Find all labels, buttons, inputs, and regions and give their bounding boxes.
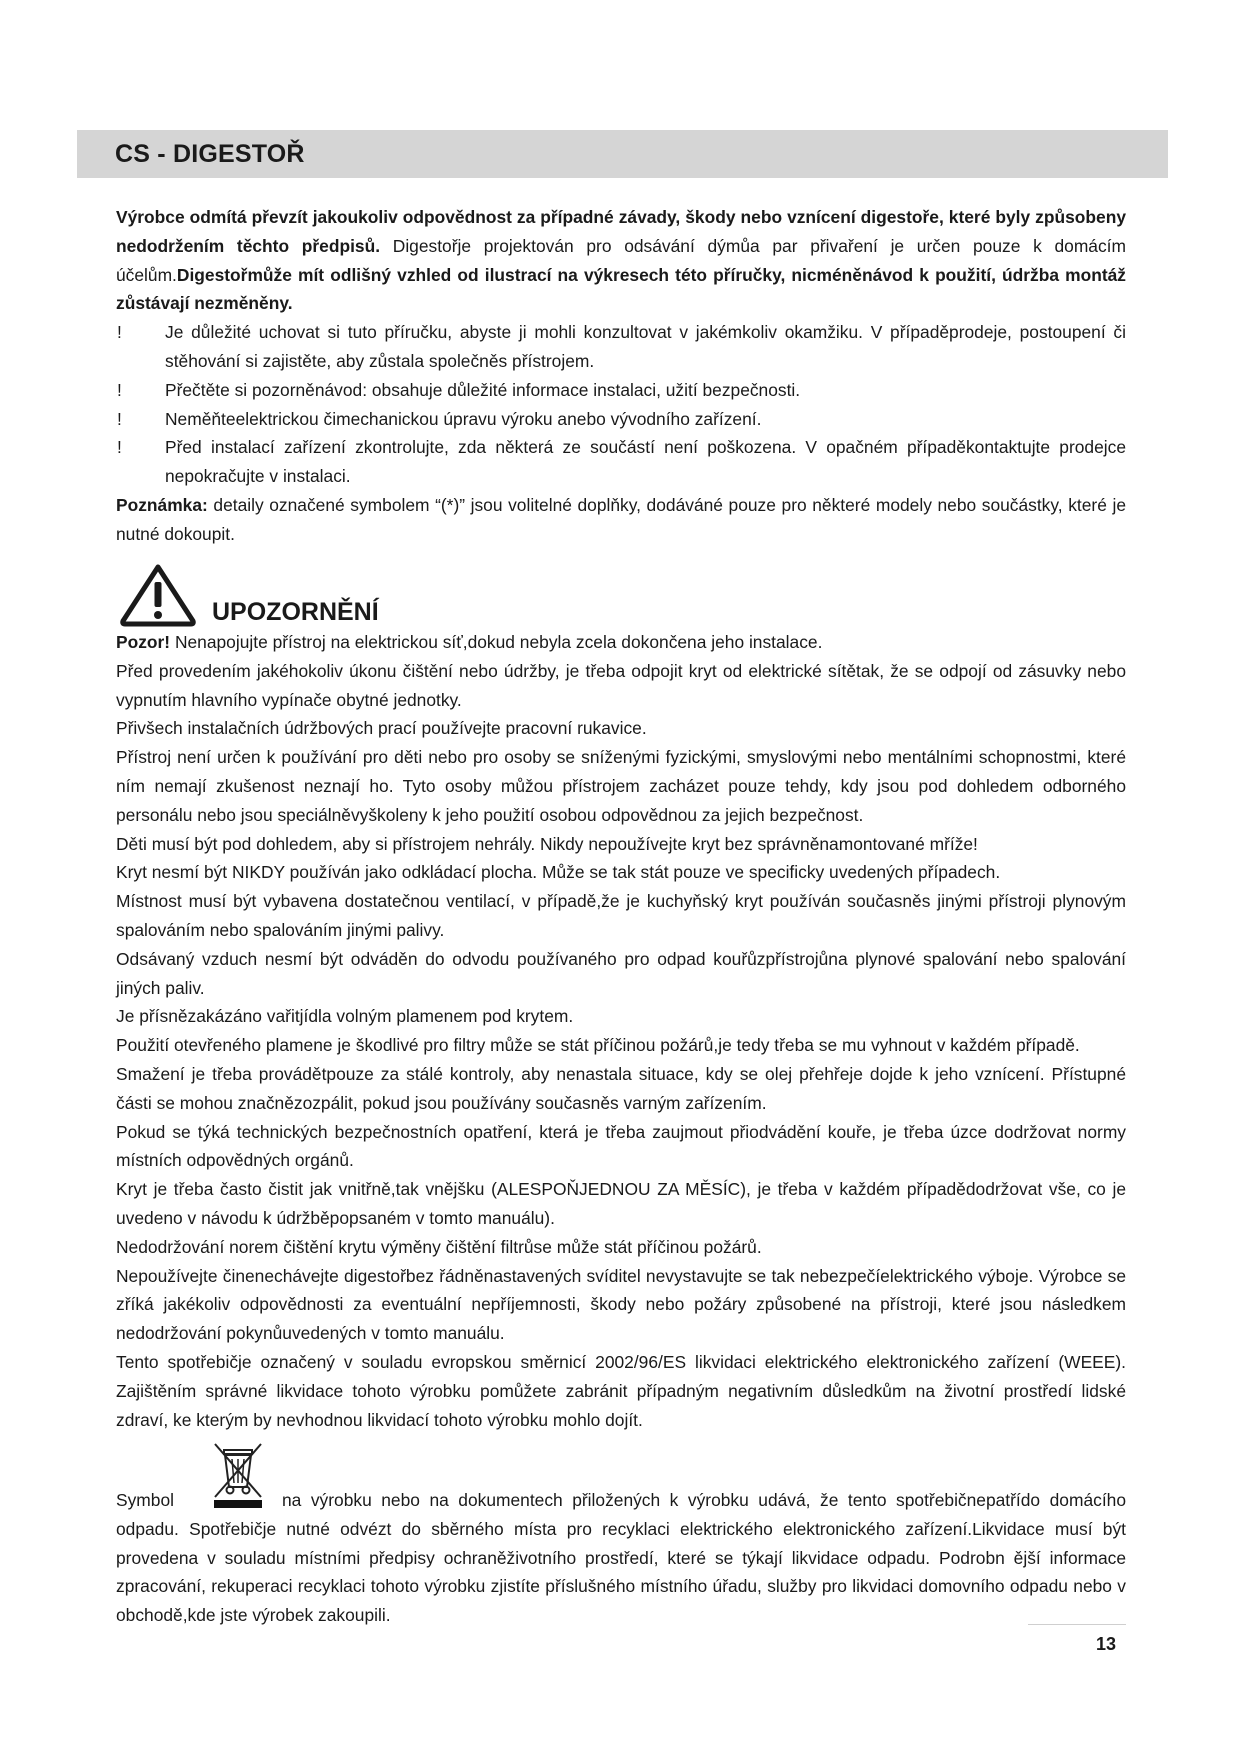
bullet-item	[116, 433, 1126, 491]
warning-paragraph: Použití otevřeného plamene je škodlivé pro filtry může se stát příčinou požárů,je tedy třeba se mu vyhnout v každém případě.	[116, 1035, 1080, 1056]
bullet-text: Je důležité uchovat si tuto příručku, abyste ji mohli konzultovat v jakémkoliv okamžiku. V případěprodeje, postoupení či stěhování si zajistěte, aby zůstala společněs přístrojem.	[165, 322, 1126, 371]
bullet-text: Před instalací zařízení zkontrolujte, zda některá ze součástí není poškozena. V opačném případěkontaktujte prodejce nepokračujte v instalaci.	[165, 437, 1126, 487]
page-number: 13	[1096, 1634, 1117, 1654]
bullet-item	[116, 376, 1126, 405]
note-label: Poznámka:	[116, 494, 208, 515]
warning-paragraph: Odsávaný vzduch nesmí být odváděn do odvodu používaného pro odpad kouřůzpřístrojůna plynové spalování nebo spalování jiných paliv.	[116, 948, 1126, 998]
bullet-text: Přečtěte si pozorněnávod: obsahuje důležité informace instalaci, užití bezpečnosti.	[165, 379, 801, 400]
section-header	[77, 130, 1168, 178]
intro-paragraph	[116, 203, 1126, 318]
symbol-paragraph	[116, 1486, 1126, 1630]
pozor-label: Pozor!	[116, 632, 171, 652]
warning-triangle-icon	[118, 562, 198, 628]
warning-paragraph: Nepoužívejte činenechávejte digestořbez řádněnastavených svíditel nevystavujte se tak nebezpečíelektrického výboje. Výrobce se zříká jakékoliv odpovědnosti za eventuální nepříjemnosti, škody nebo požáry způsobené na přístroji, které jsou následkem nedodržování pokynůuvedených v tomto manuálu.	[116, 1265, 1126, 1344]
warning-paragraph: Místnost musí být vybavena dostatečnou ventilací, v případě,že je kuchyňský kryt používán současněs jinými přístroji plynovým spalováním nebo spalováním jinými palivy.	[116, 891, 1126, 940]
warning-paragraph: Nedodržování norem čištění krytu výměny čištění filtrůse může stát příčinou požárů.	[116, 1236, 762, 1257]
appearance-statement: Digestořmůže mít odlišný vzhled od ilustrací na výkresech této příručky, nicméněnávod k použití, údržba montáž zůstávají nezměněny.	[116, 264, 1126, 314]
warning-paragraph: Kryt nesmí být NIKDY používán jako odkládací plocha. Může se tak stát pouze ve specificky uvedených případech.	[116, 862, 1001, 883]
symbol-text: na výrobku nebo na dokumentech přiložených k výrobku udává, že tento spotřebičnepatřído domácího odpadu. Spotřebičje nutné odvézt do sběrného místa pro recyklaci elektrického elektronického zařízení.Likvidace musí být provedena v souladu místními předpisy ochraněživotního prostředí, které se týkají likvidace odpadu. Podrobn ější informace zpracování, rekuperaci recyklaci tohoto výrobku zjistíte příslušného místního úřadu, služby pro likvidaci domovního odpadu nebo v obchodě,kde jste výrobek zakoupili.	[116, 1490, 1126, 1626]
exclamation-mark: !	[117, 322, 122, 343]
warning-paragraph: Přivšech instalačních údržbových prací používejte pracovní rukavice.	[116, 718, 647, 739]
warning-paragraph: Kryt je třeba často čistit jak vnitřně,tak vnějšku (ALESPOŇJEDNOU ZA MĚSÍC), je třeba v každém případědodržovat vše, co je uvedeno v návodu k údržběpopsaném v tomto manuálu).	[116, 1179, 1126, 1228]
exclamation-mark: !	[117, 437, 122, 458]
intended-use-statement: Digestořje projektován pro odsávání dýmůa par přivaření je určen pouze k domácím účelům.	[116, 235, 1126, 285]
intro-section	[116, 203, 1126, 549]
note-text: detaily označené symbolem “(*)” jsou volitelné doplňky, dodáváné pouze pro některé modely nebo součástky, které je nutné dokoupit.	[116, 494, 1126, 544]
note-paragraph	[116, 491, 1126, 549]
warning-paragraph: Děti musí být pod dohledem, aby si přístrojem nehrály. Nikdy nepoužívejte kryt bez správněnamontované mříže!	[116, 833, 978, 854]
warning-paragraph: Smažení je třeba provádětpouze za stálé kontroly, aby nenastala situace, kdy se olej přehřeje dojde k jeho vznícení. Přístupné části se mohou značnězozpálit, pokud jsou používány současněs varným zařízením.	[116, 1063, 1126, 1113]
exclamation-mark: !	[117, 408, 122, 429]
warning-paragraph: Je přísnězakázáno vařitjídla volným plamenem pod krytem.	[116, 1006, 574, 1027]
section-title: CS - DIGESTOŘ	[115, 140, 305, 168]
warning-paragraph: Přístroj není určen k používání pro děti nebo pro osoby se sníženými fyzickými, smyslovými nebo mentálními schopnostmi, které ním nemají zkušenost neznají ho. Tyto osoby můžou přístrojem zacházet pouze tehdy, kdy jsou pod dohledem odborného personálu nebo jsou speciálněvyškoleny k jeho použití osobou odpovědnou za jejich bezpečnost.	[116, 747, 1126, 825]
warning-section	[116, 628, 1126, 1434]
pozor-paragraph	[116, 628, 1126, 657]
bullet-item	[116, 318, 1126, 376]
bullet-text: Neměňteelektrickou čimechanickou úpravu výroku anebo vývodního zařízení.	[165, 408, 762, 429]
footer-divider	[1028, 1624, 1126, 1625]
warning-title: UPOZORNĚNÍ	[212, 598, 379, 626]
bullet-item	[116, 405, 1126, 434]
warning-paragraph: Před provedením jakéhokoliv úkonu čištění nebo údržby, je třeba odpojit kryt od elektrické sítětak, že se odpojí od zásuvky nebo vypnutím hlavního vypínače obytné jednotky.	[116, 660, 1126, 710]
warning-paragraph: Pokud se týká technických bezpečnostních opatření, která je třeba zaujmout přiodvádění kouře, je třeba úzce dodržovat normy místních odpovědných orgánů.	[116, 1121, 1126, 1171]
liability-statement: Výrobce odmítá převzít jakoukoliv odpovědnost za případné závady, škody nebo vznícení digestoře, které byly způsobeny nedodržením těchto předpisů.	[116, 207, 1126, 256]
symbol-label: Symbol	[116, 1490, 174, 1510]
warning-heading	[118, 562, 1128, 632]
symbol-section	[116, 1486, 1126, 1630]
exclamation-mark: !	[117, 379, 122, 400]
pozor-text: Nenapojujte přístroj na elektrickou síť,dokud nebyla zcela dokončena jeho instalace.	[170, 632, 823, 652]
warning-paragraph: Tento spotřebičje označený v souladu evropskou směrnicí 2002/96/ES likvidaci elektrického elektronického zařízení (WEEE). Zajištěním správné likvidace tohoto výrobku pomůžete zabránit případným negativním důsledkům na životní prostředí lidské zdraví, ke kterým by nevhodnou likvidací tohoto výrobku mohlo dojít.	[116, 1351, 1126, 1430]
